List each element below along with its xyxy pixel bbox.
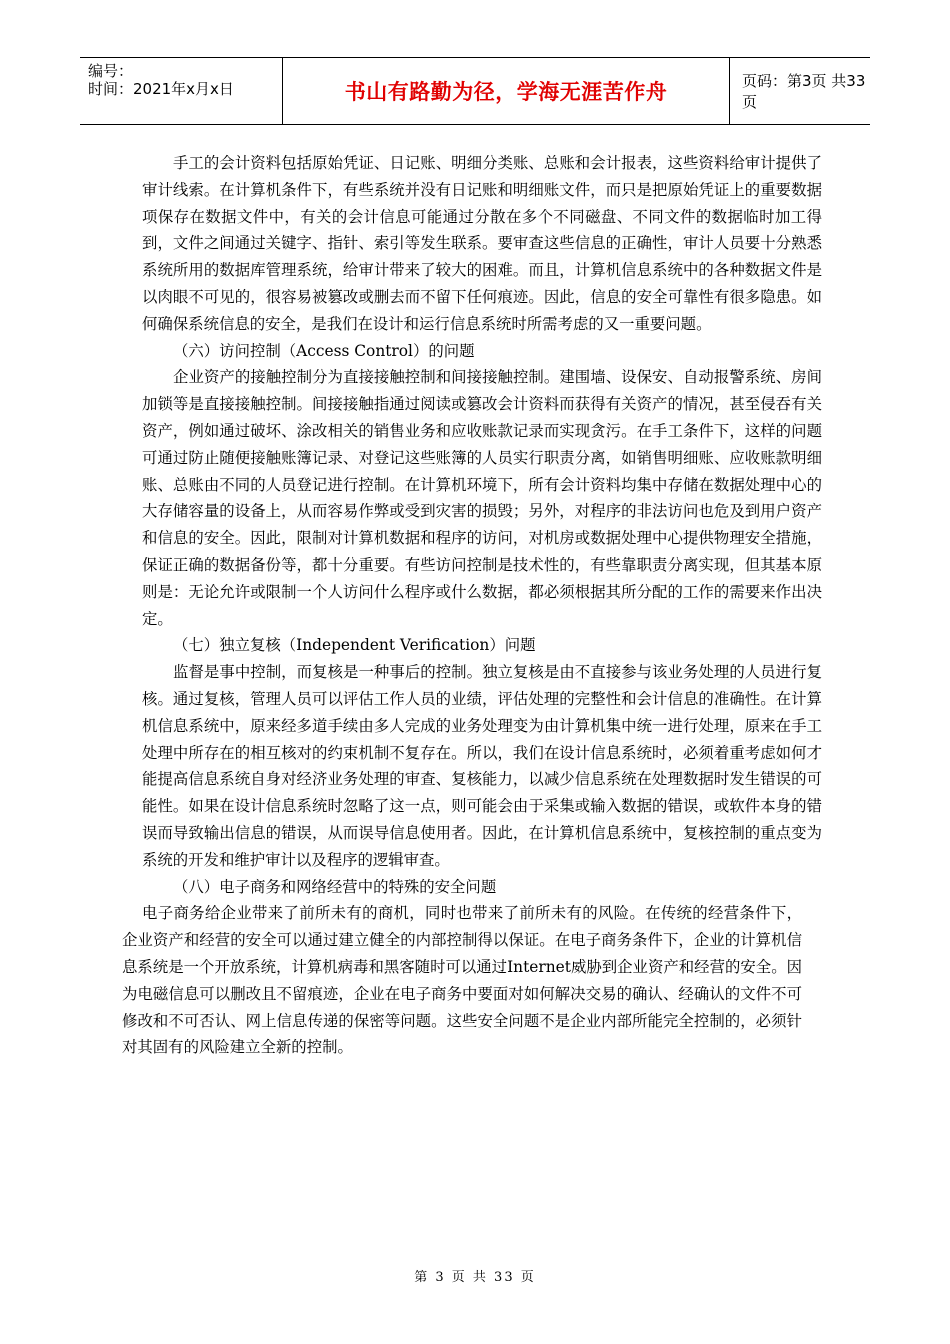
header-page-info: 页码：第3页 共33页: [742, 72, 866, 111]
document-header: [80, 57, 870, 125]
paragraph-audit-trail: 手工的会计资料包括原始凭证、日记账、明细分类账、总账和会计报表，这些资料给审计提供了审计线索。在计算机条件下，有些系统并没有日记账和明细账文件，而只是把原始凭证上的重要数据项保存在数据文件中，有关的会计信息可能通过分散在多个不同磁盘、不同文件的数据临时加工得到，文件之间通过关键字、指针、索引等发生联系。要审查这些信息的正确性，审计人员要十分熟悉系统所用的数据库管理系统，给审计带来了较大的困难。而且，计算机信息系统中的各种数据文件是以肉眼不可见的，很容易被篡改或删去而不留下任何痕迹。因此，信息的安全可靠性有很多隐患。如何确保系统信息的安全，是我们在设计和运行信息系统时所需考虑的又一重要问题。: [142, 154, 822, 333]
header-motto: 书山有路勤为径，学海无涯苦作舟: [344, 80, 668, 104]
paragraph-access-control: 企业资产的接触控制分为直接接触控制和间接接触控制。建围墙、设保安、自动报警系统、房间加锁等是直接接触控制。间接接触指通过阅读或篡改会计资料而获得有关资产的情况，甚至侵吞有关资产，例如通过破坏、涂改相关的销售业务和应收账款记录而实现贪污。在手工条件下，这样的问题可通过防止随便接触账簿记录、对登记这些账簿的人员实行职责分离，如销售明细账、应收账款明细账、总账由不同的人员登记进行控制。在计算机环境下，所有会计资料均集中存储在数据处理中心的大存储容量的设备上，从而容易作弊或受到灾害的损毁；另外，对程序的非法访问也危及到用户资产和信息的安全。因此，限制对计算机数据和程序的访问，对机房或数据处理中心提供物理安全措施，保证正确的数据备份等，都十分重要。有些访问控制是技术性的，有些靠职责分离实现，但其基本原则是：无论允许或限制一个人访问什么程序或什么数据，都必须根据其所分配的工作的需要来作出决定。: [142, 368, 822, 628]
page-footer: 第 3 页 共 33 页: [414, 1270, 536, 1285]
document-body: [122, 150, 822, 1061]
document-time-label: 时间：2021年x月x日: [88, 80, 234, 98]
section-heading-ecommerce-security: （八）电子商务和网络经营中的特殊的安全问题: [173, 877, 497, 896]
header-motto-cell: [282, 58, 730, 124]
paragraph-independent-verification: 监督是事中控制，而复核是一种事后的控制。独立复核是由不直接参与该业务处理的人员进行复核。通过复核，管理人员可以评估工作人员的业绩，评估处理的完整性和会计信息的准确性。在计算机信息系统中，原来经多道手续由多人完成的业务处理变为由计算机集中统一进行处理，原来在手工处理中所存在的相互核对的约束机制不复存在。所以，我们在设计信息系统时，必须着重考虑如何才能提高信息系统自身对经济业务处理的审查、复核能力，以减少信息系统在处理数据时发生错误的可能性。如果在设计信息系统时忽略了这一点，则可能会由于采集或输入数据的错误，或软件本身的错误而导致输出信息的错误，从而误导信息使用者。因此，在计算机信息系统中，复核控制的重点变为系统的开发和维护审计以及程序的逻辑审查。: [142, 663, 822, 869]
document-number-label: 编号：: [88, 62, 134, 80]
header-meta: [80, 58, 282, 124]
section-heading-independent-verification: （七）独立复核（Independent Verification）问题: [173, 636, 536, 655]
section-heading-access-control: （六）访问控制（Access Control）的问题: [173, 341, 475, 360]
paragraph-ecommerce-security: 电子商务给企业带来了前所未有的商机，同时也带来了前所未有的风险。在传统的经营条件下，企业资产和经营的安全可以通过建立健全的内部控制得以保证。在电子商务条件下，企业的计算机信息系统是一个开放系统，计算机病毒和黑客随时可以通过Internet威胁到企业资产和经营的安全。因为电磁信息可以删改且不留痕迹，企业在电子商务中要面对如何解决交易的确认、经确认的文件不可修改和不可否认、网上信息传递的保密等问题。这些安全问题不是企业内部所能完全控制的，必须针对其固有的风险建立全新的控制。: [122, 904, 802, 1057]
